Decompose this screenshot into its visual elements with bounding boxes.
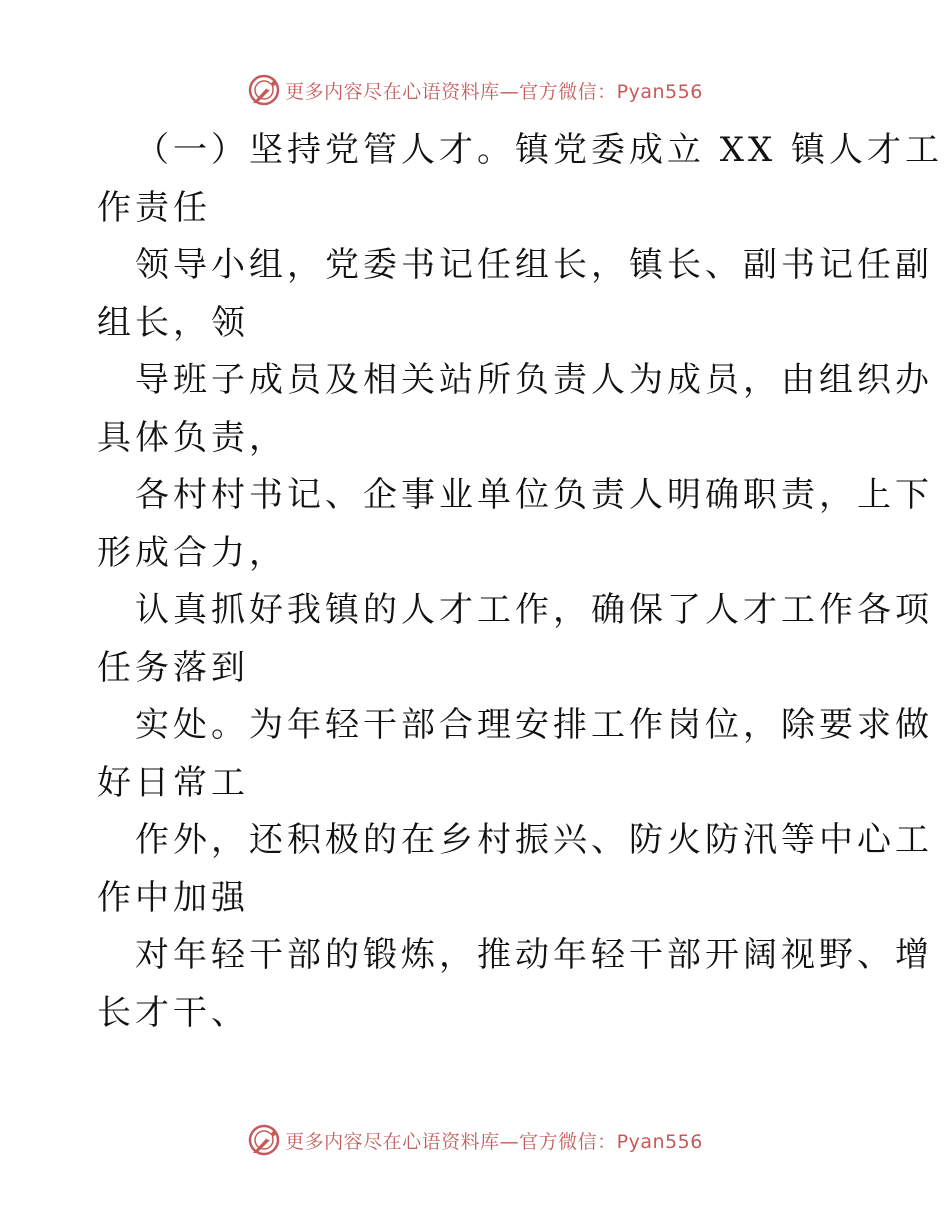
watermark-text: 更多内容尽在心语资料库—官方微信：Pyan556	[285, 1130, 703, 1153]
text-line: 作责任	[97, 187, 211, 228]
text-line: 各村村书记、企事业单位负责人明确职责，上下	[135, 475, 933, 515]
text-line: 好日常工	[97, 762, 249, 803]
text-line: 组长，领	[97, 302, 249, 343]
quill-logo-icon	[247, 1123, 281, 1157]
text-line: 作外，还积极的在乡村振兴、防火防汛等中心工	[135, 820, 933, 860]
text-line: 认真抓好我镇的人才工作，确保了人才工作各项	[135, 590, 933, 630]
text-line: 实处。为年轻干部合理安排工作岗位，除要求做	[135, 705, 933, 745]
header-watermark	[0, 70, 950, 110]
text-line: 领导小组，党委书记任组长，镇长、副书记任副	[135, 245, 933, 285]
text-line: （一）坚持党管人才。镇党委成立 XX 镇人才工	[135, 130, 944, 170]
text-line: 对年轻干部的锻炼，推动年轻干部开阔视野、增	[135, 935, 933, 975]
watermark-text: 更多内容尽在心语资料库—官方微信：Pyan556	[285, 80, 703, 103]
footer-watermark	[0, 1120, 950, 1160]
text-line: 长才干、	[97, 992, 249, 1033]
text-line: 形成合力，	[97, 532, 287, 573]
text-line: 具体负责，	[97, 417, 287, 458]
text-line: 任务落到	[97, 647, 249, 688]
text-line: 作中加强	[97, 877, 249, 918]
text-line: 导班子成员及相关站所负责人为成员，由组织办	[135, 360, 933, 400]
quill-logo-icon	[247, 73, 281, 107]
document-body	[97, 122, 944, 1042]
